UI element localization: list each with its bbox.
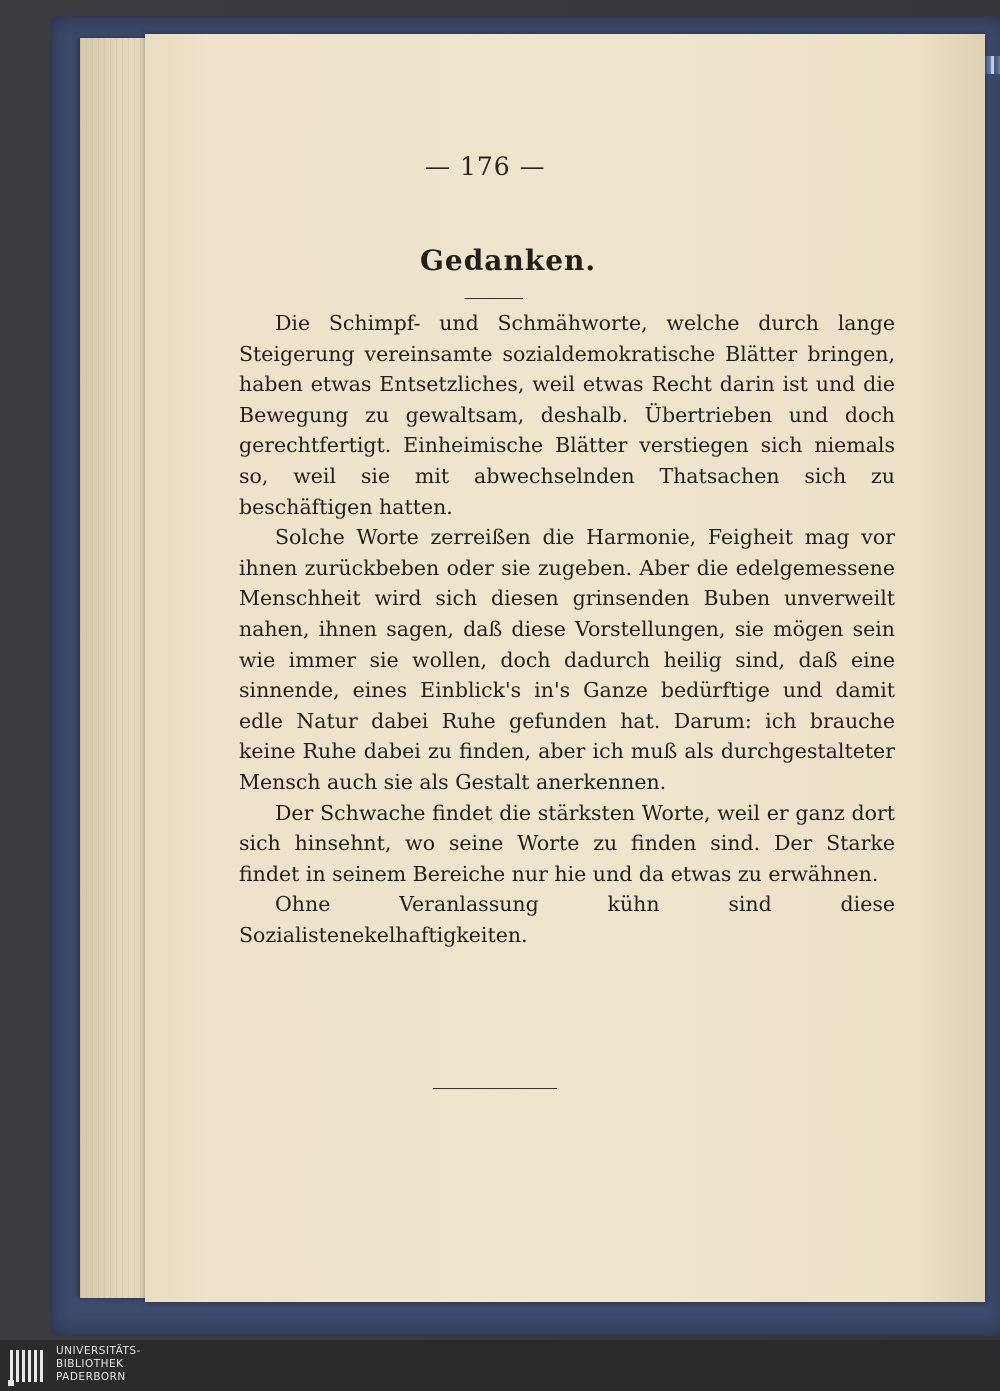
library-name <box>56 1345 141 1384</box>
university-library-logo-icon <box>8 1346 48 1386</box>
library-footer <box>0 1340 1000 1391</box>
paragraph: Der Schwache findet die stärksten Worte, weil er ganz dort sich hinsehnt, wo seine Worte zu finden sind. Der Starke findet in seinem Bereiche nur hie und da etwas zu erwähnen. <box>239 800 895 886</box>
paragraph: Die Schimpf- und Schmähworte, welche durch lange Steigerung vereinsamte sozialdemokratische Blätter bringen, haben etwas Entsetzliches, weil etwas Recht darin ist und die Bewegung zu gewaltsam, deshalb. Übertrieben und doch gerechtfertigt. Einheimische Blätter verstiegen sich niemals so, weil sie mit abwechselnden Thatsachen sich zu beschäftigen hatten. <box>239 311 895 519</box>
page-title: Gedanken. <box>420 244 597 277</box>
library-name-line: BIBLIOTHEK <box>56 1358 124 1370</box>
library-name-line: PADERBORN <box>56 1371 126 1383</box>
body-text <box>239 308 895 950</box>
end-rule <box>433 1088 557 1089</box>
title-rule <box>465 298 523 299</box>
paragraph: Solche Worte zerreißen die Harmonie, Feigheit mag vor ihnen zurückbeben oder sie zugeben. Aber die edelgemessene Menschheit wird sich diesen grinsenden Buben unverweilt nahen, ihnen sagen, daß diese Vorstellungen, sie mögen sein wie immer sie wollen, doch dadurch heilig sind, daß eine sinnende, eines Einblick's in's Ganze bedürftige und damit edle Natur dabei Ruhe gefunden hat. Darum: ich brauche keine Ruhe dabei zu finden, aber ich muß als durchgestalteter Mensch auch sie als Gestalt anerkennen. <box>239 525 895 794</box>
paragraph: Ohne Veranlassung kühn sind diese Sozialistenekelhaftigkeiten. <box>239 892 895 947</box>
page-number: — 176 — <box>425 152 546 181</box>
library-name-line: UNIVERSITÄTS- <box>56 1345 141 1357</box>
